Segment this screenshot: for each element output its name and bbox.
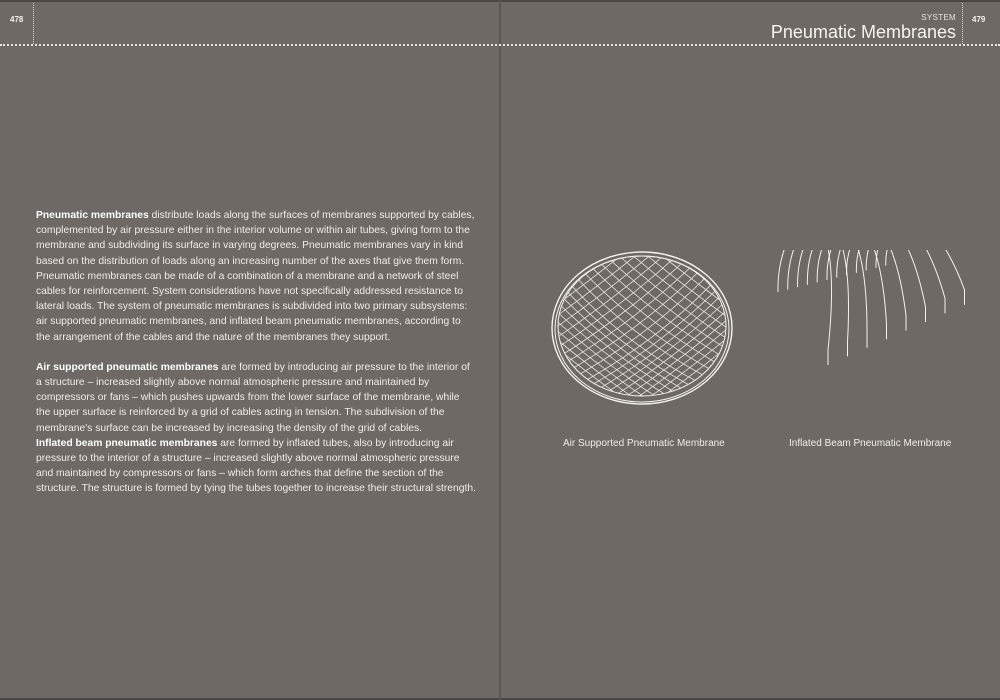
air-supported-membrane-figure	[545, 250, 745, 420]
inflated-beam-caption: Inflated Beam Pneumatic Membrane	[789, 438, 952, 449]
body-text	[36, 208, 476, 497]
term-inflated-beam: Inflated beam pneumatic membranes	[36, 437, 218, 449]
cable-line	[545, 250, 743, 403]
tube-arch	[837, 250, 945, 313]
page-title: Pneumatic Membranes	[770, 22, 956, 42]
paragraph-intro	[36, 208, 476, 345]
tube-arch	[778, 250, 832, 365]
page-gutter	[499, 0, 501, 700]
cable-line	[566, 250, 745, 382]
cable-line	[545, 270, 718, 420]
paragraph-air-supported-text: are formed by introducing air pressure to the interior of a structure – increased slightly above normal atmospheric pressure and maintained by compressors or fans – which pushes upwards from the lower surface of the membrane, while the upper surface is reinforced by a grid of cables acting in tension. The subdivision of the membrane's surface can be increased by increasing the density of the grid of cables.	[36, 361, 470, 434]
inflated-beam-membrane-figure	[765, 250, 965, 420]
section-label: SYSTEM	[921, 13, 956, 22]
paragraph-inflated-beam	[36, 436, 476, 497]
header-divider-left	[33, 3, 34, 44]
right-page-number: 479	[972, 15, 986, 24]
cable-line	[554, 260, 745, 414]
tube-arch	[856, 250, 965, 296]
paragraph-air-supported	[36, 360, 476, 436]
cable-line	[545, 250, 737, 398]
cable-line	[545, 254, 737, 408]
paragraph-inflated-beam-text: are formed by inflated tubes, also by introducing air pressure to the interior of a structure – increased slightly above normal atmospheric pressure and maintained by compressors or fans – which form arches that define the section of the structure. The structure is formed by tying the tubes together to increase their structural strength.	[36, 437, 476, 495]
air-supported-caption: Air Supported Pneumatic Membrane	[563, 438, 725, 449]
cable-line	[579, 250, 745, 372]
paragraph-intro-text: distribute loads along the surfaces of membranes supported by cables, complemented by air pressure either in the interior volume or within air tubes, giving form to the membrane and subdividing its surface in varying degrees. Pneumatic membranes vary in kind based on the distribution of loads along an increasing number of the axes that give them form. Pneumatic membranes can be made of a combination of a membrane and a network of steel cables for reinforcement. System considerations have not specifically addressed resistance to lateral loads. The system of pneumatic membranes is subdivided into two primary subsystems: air supported pneumatic membranes, and inflated beam pneumatic membranes, according to the arrangement of the cables and the nature of the membranes they support.	[36, 210, 475, 343]
tube-arch	[886, 250, 965, 270]
left-page-number: 478	[10, 15, 24, 24]
cable-line	[545, 250, 743, 403]
header-divider-right	[962, 3, 963, 44]
term-air-supported: Air supported pneumatic membranes	[36, 361, 219, 373]
tube-arch	[876, 250, 965, 279]
header-rule	[0, 44, 1000, 46]
term-pneumatic-membranes: Pneumatic membranes	[36, 210, 149, 221]
